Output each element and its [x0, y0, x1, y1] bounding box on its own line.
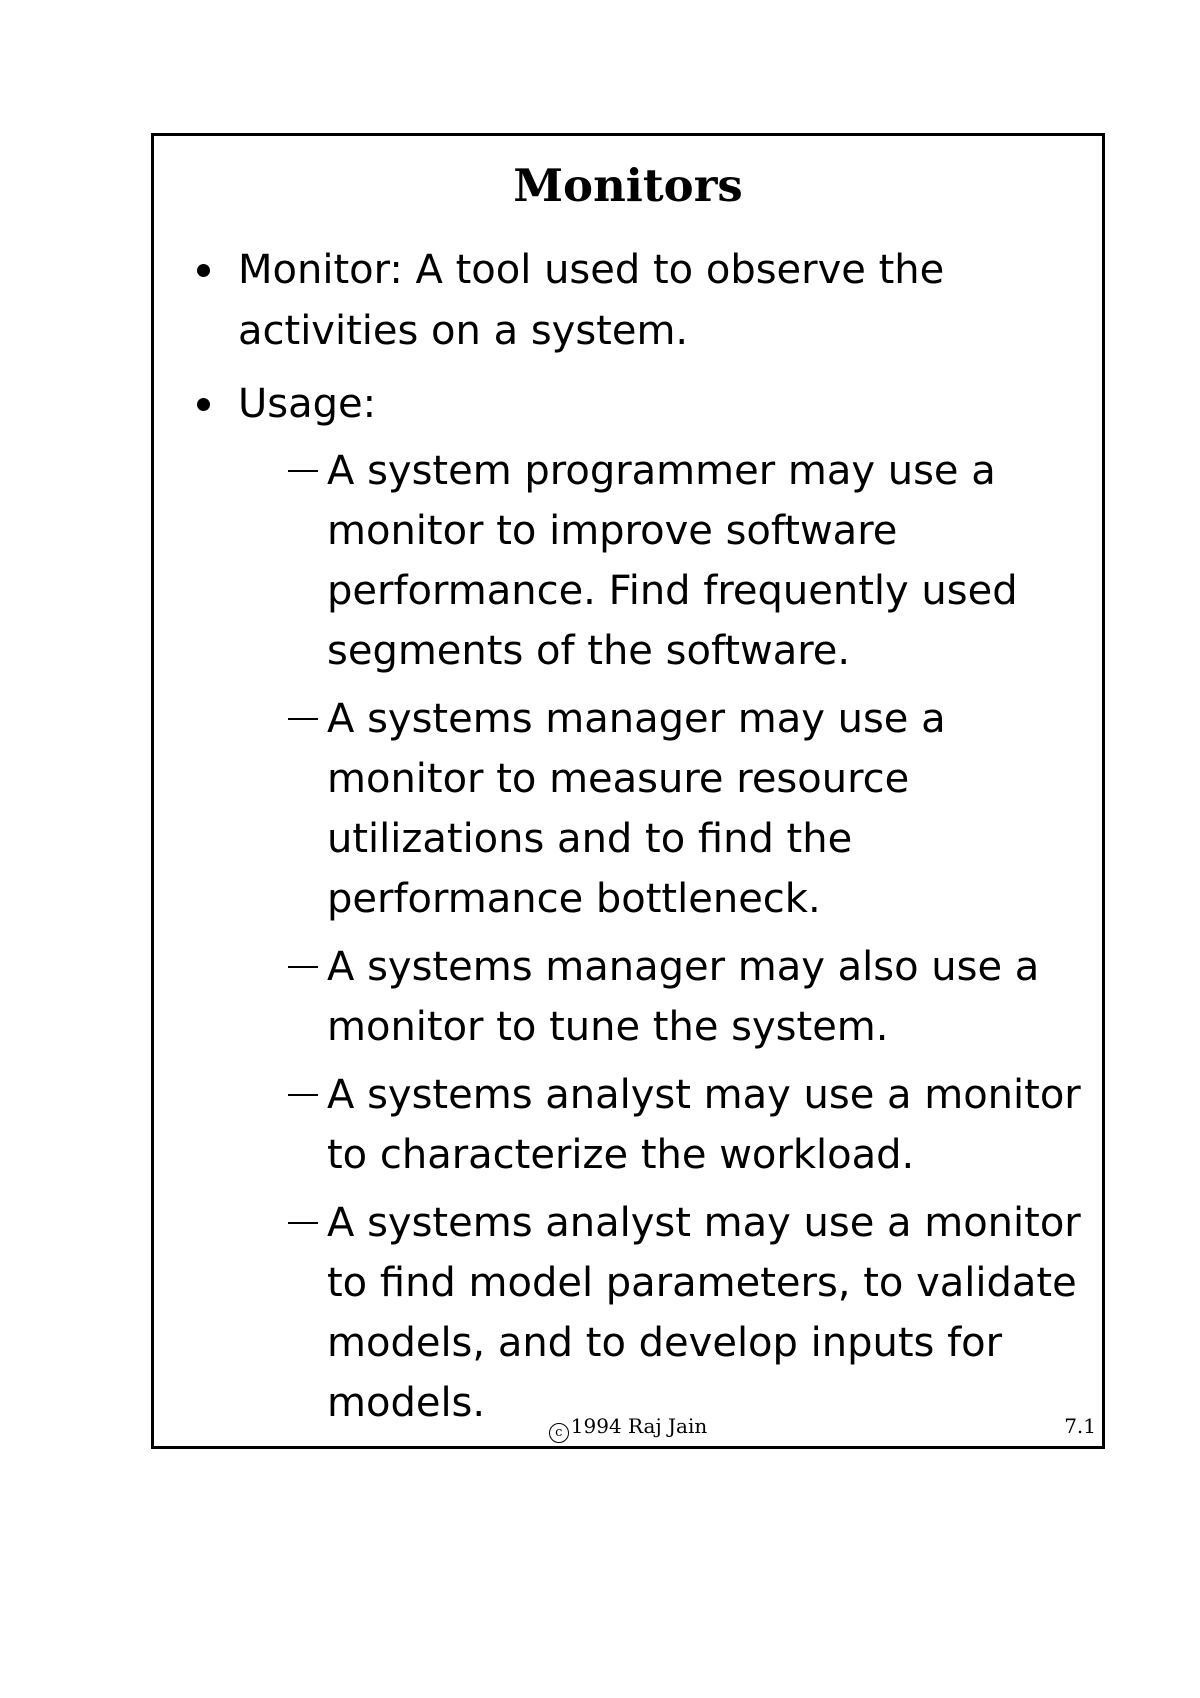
- bullet-icon: [197, 398, 210, 411]
- sub-item-text: A systems analyst may use a monitor to characterize the workload.: [327, 1072, 1081, 1178]
- dash-icon: [288, 966, 318, 968]
- bullet-item: [196, 240, 1084, 362]
- slide-title: Monitors: [513, 159, 743, 212]
- sub-item-text: A systems analyst may use a monitor to find model parameters, to validate models, and to develop inputs for models.: [327, 1200, 1081, 1426]
- sub-item-text: A systems manager may also use a monitor to tune the system.: [327, 944, 1040, 1050]
- sub-item: [288, 441, 1084, 681]
- dash-icon: [288, 1094, 318, 1096]
- copyright-text: 1994 Raj Jain: [570, 1414, 708, 1438]
- bullet-text: Monitor: A tool used to observe the activities on a system.: [238, 247, 945, 354]
- dash-icon: [288, 470, 318, 472]
- sub-item: [288, 1065, 1084, 1185]
- footer-copyright: [154, 1414, 1102, 1443]
- sub-list: [238, 441, 1084, 1433]
- slide-footer: [154, 1412, 1102, 1442]
- sub-item-text: A system programmer may use a monitor to improve software performance. Find frequently used segments of the software.: [327, 448, 1018, 674]
- bullet-text: Usage:: [238, 381, 377, 427]
- bullet-item: [196, 374, 1084, 1433]
- copyright-icon: c: [549, 1423, 569, 1443]
- slide-body: [196, 240, 1084, 1445]
- sub-item-text: A systems manager may use a monitor to measure resource utilizations and to find the performance bottleneck.: [327, 696, 946, 922]
- sub-item: [288, 937, 1084, 1057]
- bullet-icon: [197, 264, 210, 277]
- dash-icon: [288, 718, 318, 720]
- page-number: 7.1: [1064, 1414, 1096, 1438]
- sub-item: [288, 1193, 1084, 1433]
- dash-icon: [288, 1222, 318, 1224]
- sub-item: [288, 689, 1084, 929]
- slide-frame: [151, 133, 1105, 1449]
